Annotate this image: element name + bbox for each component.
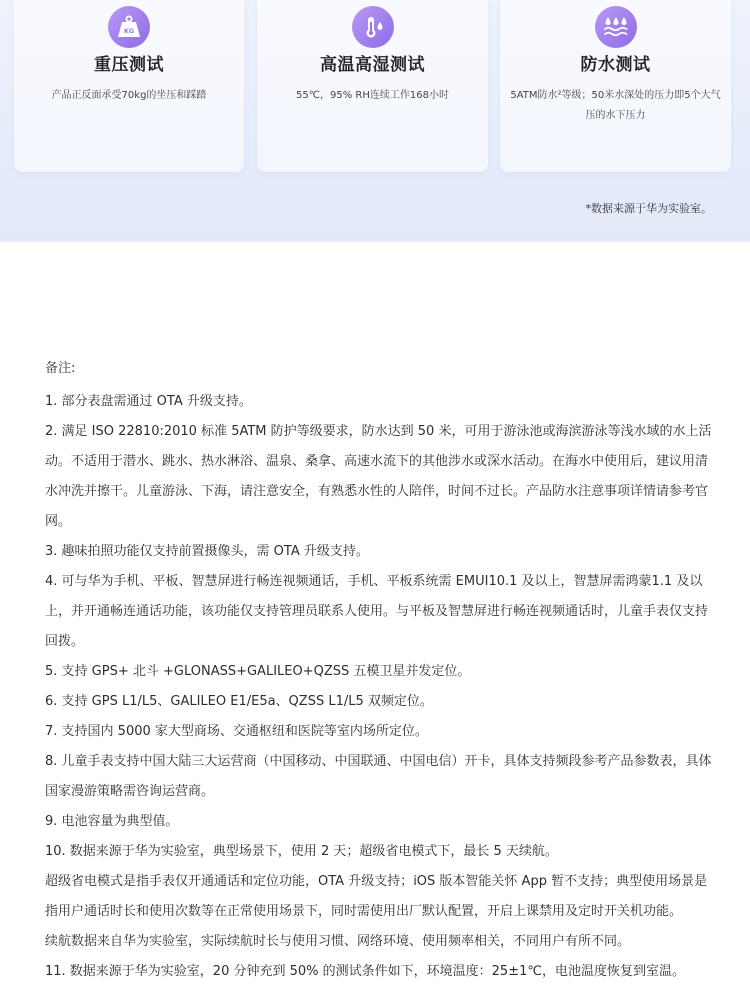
waterproof-test-card: [500, 0, 731, 172]
pressure-test-card: [14, 0, 244, 172]
note-item: 4. 可与华为手机、平板、智慧屏进行畅连视频通话，手机、平板系统需 EMUI10.1 及以上，智慧屏需鸿蒙1.1 及以上，并开通畅连通话功能，该功能仅支持管理员联系人使用。与平板及智慧屏进行畅连视频通话时，儿童手表仅支持回拨。: [45, 574, 709, 649]
card-title: 重压测试: [94, 55, 164, 75]
note-item: 续航数据来自华为实验室，实际续航时长与使用习惯、网络环境、使用频率相关，不同用户有所不同。: [45, 934, 631, 949]
note-item: 10. 数据来源于华为实验室，典型场景下，使用 2 天；超级省电模式下，最长 5 天续航。: [45, 844, 558, 859]
heat-humidity-test-card: [257, 0, 488, 172]
note-item: 2. 满足 ISO 22810:2010 标准 5ATM 防护等级要求，防水达到 50 米，可用于游泳池或海滨游泳等浅水域的水上活动。不适用于潜水、跳水、热水淋浴、温泉、桑拿、高速水流下的其他涉水或深水活动。在海水中使用后，建议用清水冲洗并擦干。儿童游泳、下海，请注意安全，有熟悉水性的人陪伴，时间不过长。产品防水注意事项详情请参考官网。: [45, 424, 712, 529]
weight-kg-icon: [108, 6, 150, 48]
note-item: 1. 部分表盘需通过 OTA 升级支持。: [45, 394, 252, 409]
note-item: 超级省电模式是指手表仅开通通话和定位功能，OTA 升级支持；iOS 版本智能关怀 App 暂不支持；典型使用场景是指用户通话时长和使用次数等在正常使用场景下，同时需使用出厂默认配置，开启上课禁用及定时开关机功能。: [45, 874, 708, 919]
note-item: 6. 支持 GPS L1/L5、GALILEO E1/E5a、QZSS L1/L5 双频定位。: [45, 694, 433, 709]
note-item: 9. 电池容量为典型值。: [45, 814, 179, 829]
card-description: 5ATM防水²等级；50米水深处的压力即5个大气压的水下压力: [510, 90, 721, 121]
card-title: 防水测试: [580, 55, 651, 75]
note-item: 5. 支持 GPS+ 北斗 +GLONASS+GALILEO+QZSS 五模卫星并发定位。: [45, 664, 471, 679]
note-item: 11. 数据来源于华为实验室，20 分钟充到 50% 的测试条件如下，环境温度：25±1℃，电池温度恢复到室温。: [45, 964, 685, 979]
card-description: 55℃，95% RH连续工作168小时: [296, 90, 449, 101]
footnotes-section: [45, 358, 715, 987]
feature-band: [0, 0, 750, 242]
data-source-note: *数据来源于华为实验室。: [585, 202, 712, 215]
svg-text:KG: KG: [123, 27, 135, 35]
note-item: 7. 支持国内 5000 家大型商场、交通枢纽和医院等室内场所定位。: [45, 724, 428, 739]
water-drops-icon: [595, 6, 637, 48]
note-item: 3. 趣味拍照功能仅支持前置摄像头，需 OTA 升级支持。: [45, 544, 369, 559]
card-title: 高温高湿测试: [320, 55, 425, 75]
thermometer-humidity-icon: [352, 6, 394, 48]
notes-heading: 备注:: [45, 361, 76, 376]
card-description: 产品正反面承受70kg的坐压和踩踏: [51, 90, 207, 101]
note-item: 8. 儿童手表支持中国大陆三大运营商（中国移动、中国联通、中国电信）开卡，具体支持频段参考产品参数表，具体国家漫游策略需咨询运营商。: [45, 754, 712, 799]
